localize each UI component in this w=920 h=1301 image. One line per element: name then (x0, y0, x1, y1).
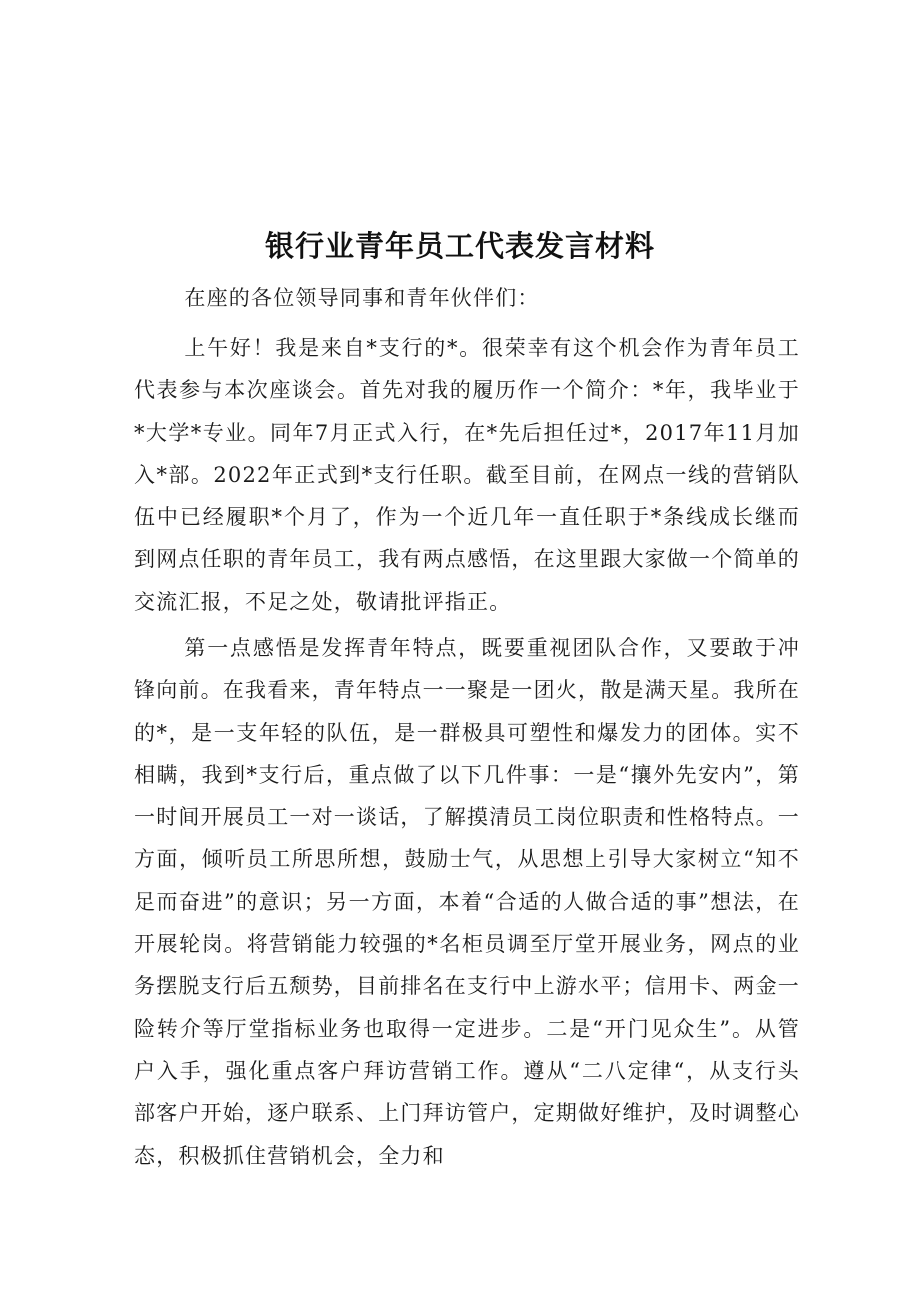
greeting-line: 在座的各位领导同事和青年伙伴们： (184, 286, 540, 310)
paragraph-first-insight: 第一点感悟是发挥青年特点，既要重视团队合作，又要敢于冲锋向前。在我看来，青年特点一一聚是一团火，散是满天星。我所在的*，是一支年轻的队伍，是一群极具可塑性和爆发力的团体。实不相瞒，我到*支行后，重点做了以下几件事：一是“攘外先安内”，第一时间开展员工一对一谈话，了解摸清员工岗位职责和性格特点。一方面，倾听员工所思所想，鼓励士气，从思想上引导大家树立“知不足而奋进”的意识；另一方面，本着“合适的人做合适的事”想法，在开展轮岗。将营销能力较强的*名柜员调至厅堂开展业务，网点的业务摆脱支行后五颓势，目前排名在支行中上游水平；信用卡、两金一险转介等厅堂指标业务也取得一定进步。二是“开门见众生”。从管户入手，强化重点客户拜访营销工作。遵从“二八定律“，从支行头部客户开始，逐户联系、上门拜访管户，定期做好维护，及时调整心态，积极抓住营销机会，全力和 (134, 636, 800, 1168)
paragraph-intro: 上午好！我是来自*支行的*。很荣幸有这个机会作为青年员工代表参与本次座谈会。首先对我的履历作一个简介：*年，我毕业于*大学*专业。同年7月正式入行，在*先后担任过*，2017年11月加入*部。2022年正式到*支行任职。截至目前，在网点一线的营销队伍中已经履职*个月了，作为一个近几年一直任职于*条线成长继而到网点任职的青年员工，我有两点感悟，在这里跟大家做一个简单的交流汇报，不足之处，敬请批评指正。 (134, 336, 800, 614)
document-title: 银行业青年员工代表发言材料 (264, 229, 655, 263)
